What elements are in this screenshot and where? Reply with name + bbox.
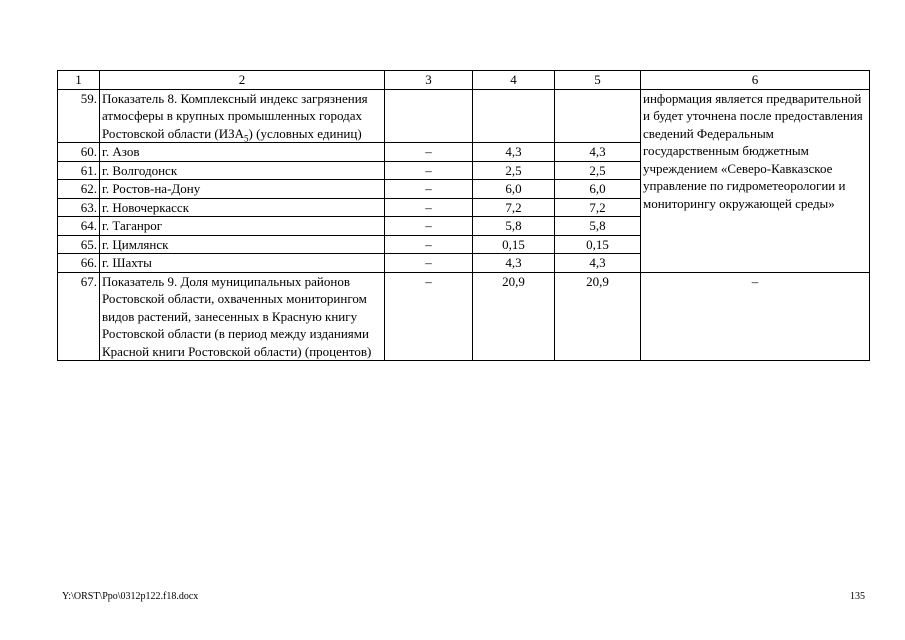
page-number: 135 — [850, 591, 865, 602]
col5-value: 5,8 — [555, 217, 641, 236]
col5-value — [555, 89, 641, 143]
row-number: 65. — [58, 235, 100, 254]
col3-value: – — [385, 143, 473, 162]
col4-value: 7,2 — [473, 198, 555, 217]
col3-value: – — [385, 254, 473, 273]
header-row — [58, 71, 870, 90]
col3-value: – — [385, 235, 473, 254]
city-name: г. Ростов-на-Дону — [100, 180, 385, 199]
col5-value: 2,5 — [555, 161, 641, 180]
col3-value: – — [385, 217, 473, 236]
col3-value: – — [385, 180, 473, 199]
row-number: 61. — [58, 161, 100, 180]
col-header-3: 3 — [385, 71, 473, 90]
city-name: г. Цимлянск — [100, 235, 385, 254]
city-name: г. Таганрог — [100, 217, 385, 236]
footer-file-path: Y:\ORST\Ppo\0312p122.f18.docx — [62, 591, 199, 602]
table-row — [58, 89, 870, 143]
row-number: 64. — [58, 217, 100, 236]
indicator-name: Показатель 8. Комплексный индекс загрязнения атмосферы в крупных промышленных городах Ростовской области $(ИЗА_5)$ (условных единиц) — [100, 89, 385, 143]
col4-value: 0,15 — [473, 235, 555, 254]
row-number: 59. — [58, 89, 100, 143]
col6-value: – — [641, 272, 870, 361]
col3-value: – — [385, 198, 473, 217]
col5-value: 4,3 — [555, 254, 641, 273]
col4-value: 4,3 — [473, 254, 555, 273]
col5-value: 0,15 — [555, 235, 641, 254]
col3-value: – — [385, 272, 473, 361]
col-header-6: 6 — [641, 71, 870, 90]
col5-value: 20,9 — [555, 272, 641, 361]
row-number: 66. — [58, 254, 100, 273]
col-header-4: 4 — [473, 71, 555, 90]
note-cell: информация является предварительной и будет уточнена после предоставления сведений Федеральным государственным бюджетным учреждением «Северо-Кавказское управление по гидрометеорологии и мониторингу окружающей среды» — [641, 89, 870, 272]
city-name: г. Волгодонск — [100, 161, 385, 180]
indicators-table — [57, 70, 870, 361]
row-number: 60. — [58, 143, 100, 162]
indicator-name: Показатель 9. Доля муниципальных районов Ростовской области, охваченных мониторингом видов растений, занесенных в Красную книгу Ростовской области (в период между изданиями Красной книги Ростовской области) (процентов) — [100, 272, 385, 361]
col4-value: 2,5 — [473, 161, 555, 180]
col4-value — [473, 89, 555, 143]
col3-value — [385, 89, 473, 143]
table-row — [58, 272, 870, 361]
col4-value: 5,8 — [473, 217, 555, 236]
col4-value: 6,0 — [473, 180, 555, 199]
col-header-5: 5 — [555, 71, 641, 90]
col-header-1: 1 — [58, 71, 100, 90]
col3-value: – — [385, 161, 473, 180]
col5-value: 7,2 — [555, 198, 641, 217]
col4-value: 4,3 — [473, 143, 555, 162]
row-number: 63. — [58, 198, 100, 217]
row-number: 62. — [58, 180, 100, 199]
col-header-2: 2 — [100, 71, 385, 90]
col4-value: 20,9 — [473, 272, 555, 361]
row-number: 67. — [58, 272, 100, 361]
city-name: г. Шахты — [100, 254, 385, 273]
col5-value: 6,0 — [555, 180, 641, 199]
city-name: г. Азов — [100, 143, 385, 162]
col5-value: 4,3 — [555, 143, 641, 162]
city-name: г. Новочеркасск — [100, 198, 385, 217]
